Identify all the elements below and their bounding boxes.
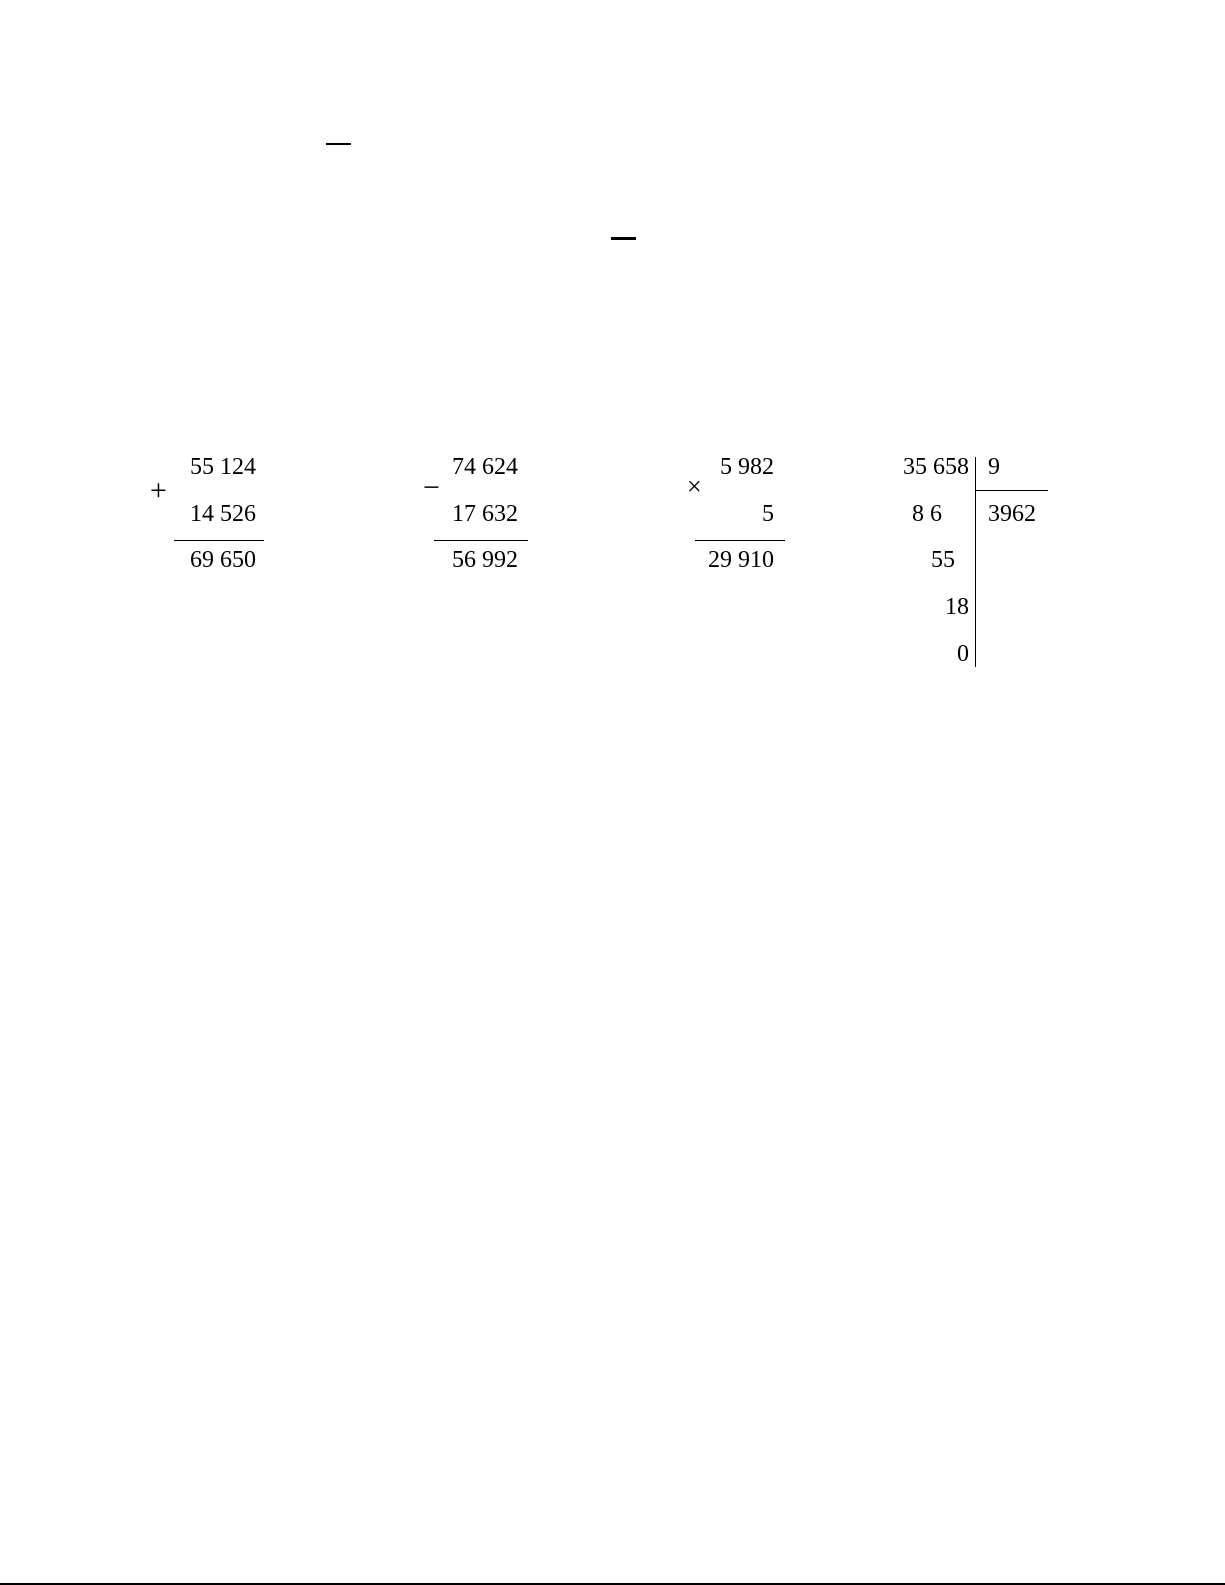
division-step: 18 [945, 594, 969, 620]
subtrahend: 17 632 [452, 501, 518, 527]
plus-sign: + [150, 474, 167, 507]
division-vertical-line [975, 457, 976, 667]
division-step: 8 6 [912, 501, 942, 527]
divisor: 9 [988, 454, 1000, 480]
dash-mark [326, 143, 351, 145]
multiplicand: 5 982 [720, 454, 774, 480]
division-step: 0 [957, 641, 969, 667]
sum-result: 69 650 [190, 547, 256, 573]
addend-top: 55 124 [190, 454, 256, 480]
result-line [434, 540, 528, 541]
quotient: 3962 [988, 501, 1036, 527]
addend-bottom: 14 526 [190, 501, 256, 527]
result-line [695, 540, 785, 541]
dash-mark [611, 237, 636, 240]
product-result: 29 910 [708, 547, 774, 573]
difference-result: 56 992 [452, 547, 518, 573]
result-line [174, 540, 264, 541]
division-step: 55 [931, 547, 955, 573]
dividend: 35 658 [903, 454, 969, 480]
minus-sign: − [423, 471, 440, 504]
divisor-underline [975, 490, 1048, 491]
minuend: 74 624 [452, 454, 518, 480]
multiplier: 5 [762, 501, 774, 527]
times-sign: × [687, 472, 702, 501]
